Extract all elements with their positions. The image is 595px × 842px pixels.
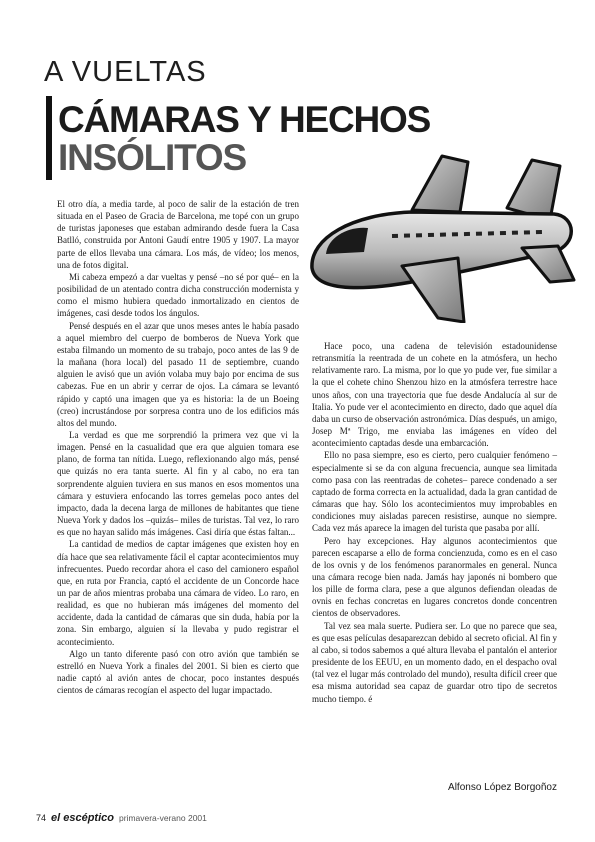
paragraph: Ello no pasa siempre, eso es cierto, pero cualquier fenómeno –especialmente si se da con alguna frecuencia, aunque sea limitada como pasa con las reentradas de cohetes– parece condenado a ser captado de forma correcta en la actualidad, dada la gran cantidad de cámaras que hay. Sólo los acontecimientos muy improbables en condiciones muy aisladas parecen resistirse, aunque no siempre. Cada vez más aparece la imagen del turista que pasaba por allí. <box>312 450 557 534</box>
paragraph: Hace poco, una cadena de televisión estadounidense retransmitía la reentrada de un cohete en la atmósfera, un hecho relativamente raro. La misma, por lo que yo pude ver, fue similar a la que el cohete chino Shenzou hizo en la atmósfera terrestre hace unos años, con una trayectoria que fue desde Andalucía al sur de Italia. Yo pude ver el acontecimiento en directo, dado que aquel día daba un curso de observación astronómica. Días después, un amigo, Josep Mª Trigo, me enviaba las imágenes en vídeo del acontecimiento captadas desde una embarcación. <box>312 341 557 449</box>
paragraph: La cantidad de medios de captar imágenes que existen hoy en día hace que sea relativamente fácil el captar acontecimientos muy infrecuentes. Puedo recordar ahora el caso del camionero español que, en ruta por Francia, captó el accidente de un Concorde hace un par de años mientras probaba una cámara de vídeo. Lo raro, en realidad, es que no hubieran más imágenes del momento del accidente, dada la cantidad de cámaras que sin duda, había por la zona. Sin embargo, alguien sí la llevaba y pudo registrar el acontecimiento. <box>57 539 299 647</box>
magazine-name: el escéptico <box>51 812 114 824</box>
paragraph: La verdad es que me sorprendió la primera vez que vi la imagen. Pensé en la casualidad que era que alguien tomara ese plano, de forma tan nítida. Luego, reflexionando algo más, pensé que quizás no era tanta suerte. Al fin y al cabo, no era tan sorprendente alguien tuviera en sus manos en esos momentos una cámara y estuviera enfocando las torres gemelas poco antes del impacto, dada la decena larga de millones de habitantes que tiene Nueva York y dados los –quizás– miles de turistas. Tal vez, lo raro es que no hayan salido más imágenes. Casi diría que éstas faltan... <box>57 429 299 538</box>
paragraph: Mi cabeza empezó a dar vueltas y pensé –no sé por qué– en la posibilidad de un atentado contra dicha construcción modernista y como el mismo hubiera quedado inmortalizado en cientos de imágenes, casi desde todos los ángulos. <box>57 271 299 319</box>
paragraph: Pensé después en el azar que unos meses antes le había pasado a aquel miembro del cuerpo de bomberos de Nueva York que estaba filmando un momento de su trabajo, poco antes de las 9 de la mañana (hora local) del pasado 11 de septiembre, cuando alguien le avisó que un avión volaba muy bajo por encima de sus cabezas. Fue en un abrir y cerrar de ojos. La cámara se levantó rápido y captó una imagen que ya es historia: la de un Boeing (creo) incrustándose por sorpresa contra uno de los edificios más altos del mundo. <box>57 320 299 428</box>
paragraph: Tal vez sea mala suerte. Pudiera ser. Lo que no parece que sea, es que esas películas desaparezcan debido al secreto oficial. Al fin y al cabo, si todos sabemos a qué altura llevaba el pantalón el anterior presidente de los EEUU, en un momento dado, en el despacho oval (tal vez el lugar más controlado del mundo), resulta difícil creer que esa misma autoridad sea capaz de guardar otro tipo de secretos mucho tiempo. é <box>312 620 557 704</box>
airplane-illustration <box>292 148 582 323</box>
article-title-line2: INSÓLITOS <box>58 137 246 178</box>
paragraph: El otro día, a media tarde, al poco de salir de la estación de tren situada en el Paseo de Gracia de Barcelona, me topé con un grupo de turistas japoneses que estaban admirando desde fuera la Casa Batlló, construida por Antoni Gaudí entre 1905 y 1907. La mayor parte de ellos llevaba una cámara. Los más, de vídeo; los menos, una de fotos digital. <box>57 199 299 270</box>
page-number: 74 <box>36 813 47 823</box>
article-column-left <box>57 198 299 696</box>
paragraph: Pero hay excepciones. Hay algunos acontecimientos que parecen escaparse a ello de forma concienzuda, como es en el caso de los ovnis y de los fenómenos paranormales en general. Nunca una cámara recoge bien nada. Jamás hay japonés ni bombero que los pille de forma clara, pese a que algunos defiendan oleadas de ovnis en fechas concretas en lugares concretos donde concentren cientos de observadores. <box>312 535 557 619</box>
issue-season: primavera-verano 2001 <box>119 813 207 823</box>
article-column-right <box>312 340 557 705</box>
page-footer <box>36 812 207 824</box>
author-signature: Alfonso López Borgoñoz <box>448 782 557 793</box>
paragraph: Algo un tanto diferente pasó con otro avión que también se estrelló en Nueva York a finales del 2001. Si bien es cierto que nadie captó al avión antes de chocar, poco instantes después cientos de cámaras recogían el aspecto del lugar impactado. <box>57 648 299 696</box>
article-title-line1: CÁMARAS Y HECHOS <box>58 99 431 140</box>
title-accent-bar <box>46 96 52 180</box>
section-label: A VUELTAS <box>44 56 207 88</box>
